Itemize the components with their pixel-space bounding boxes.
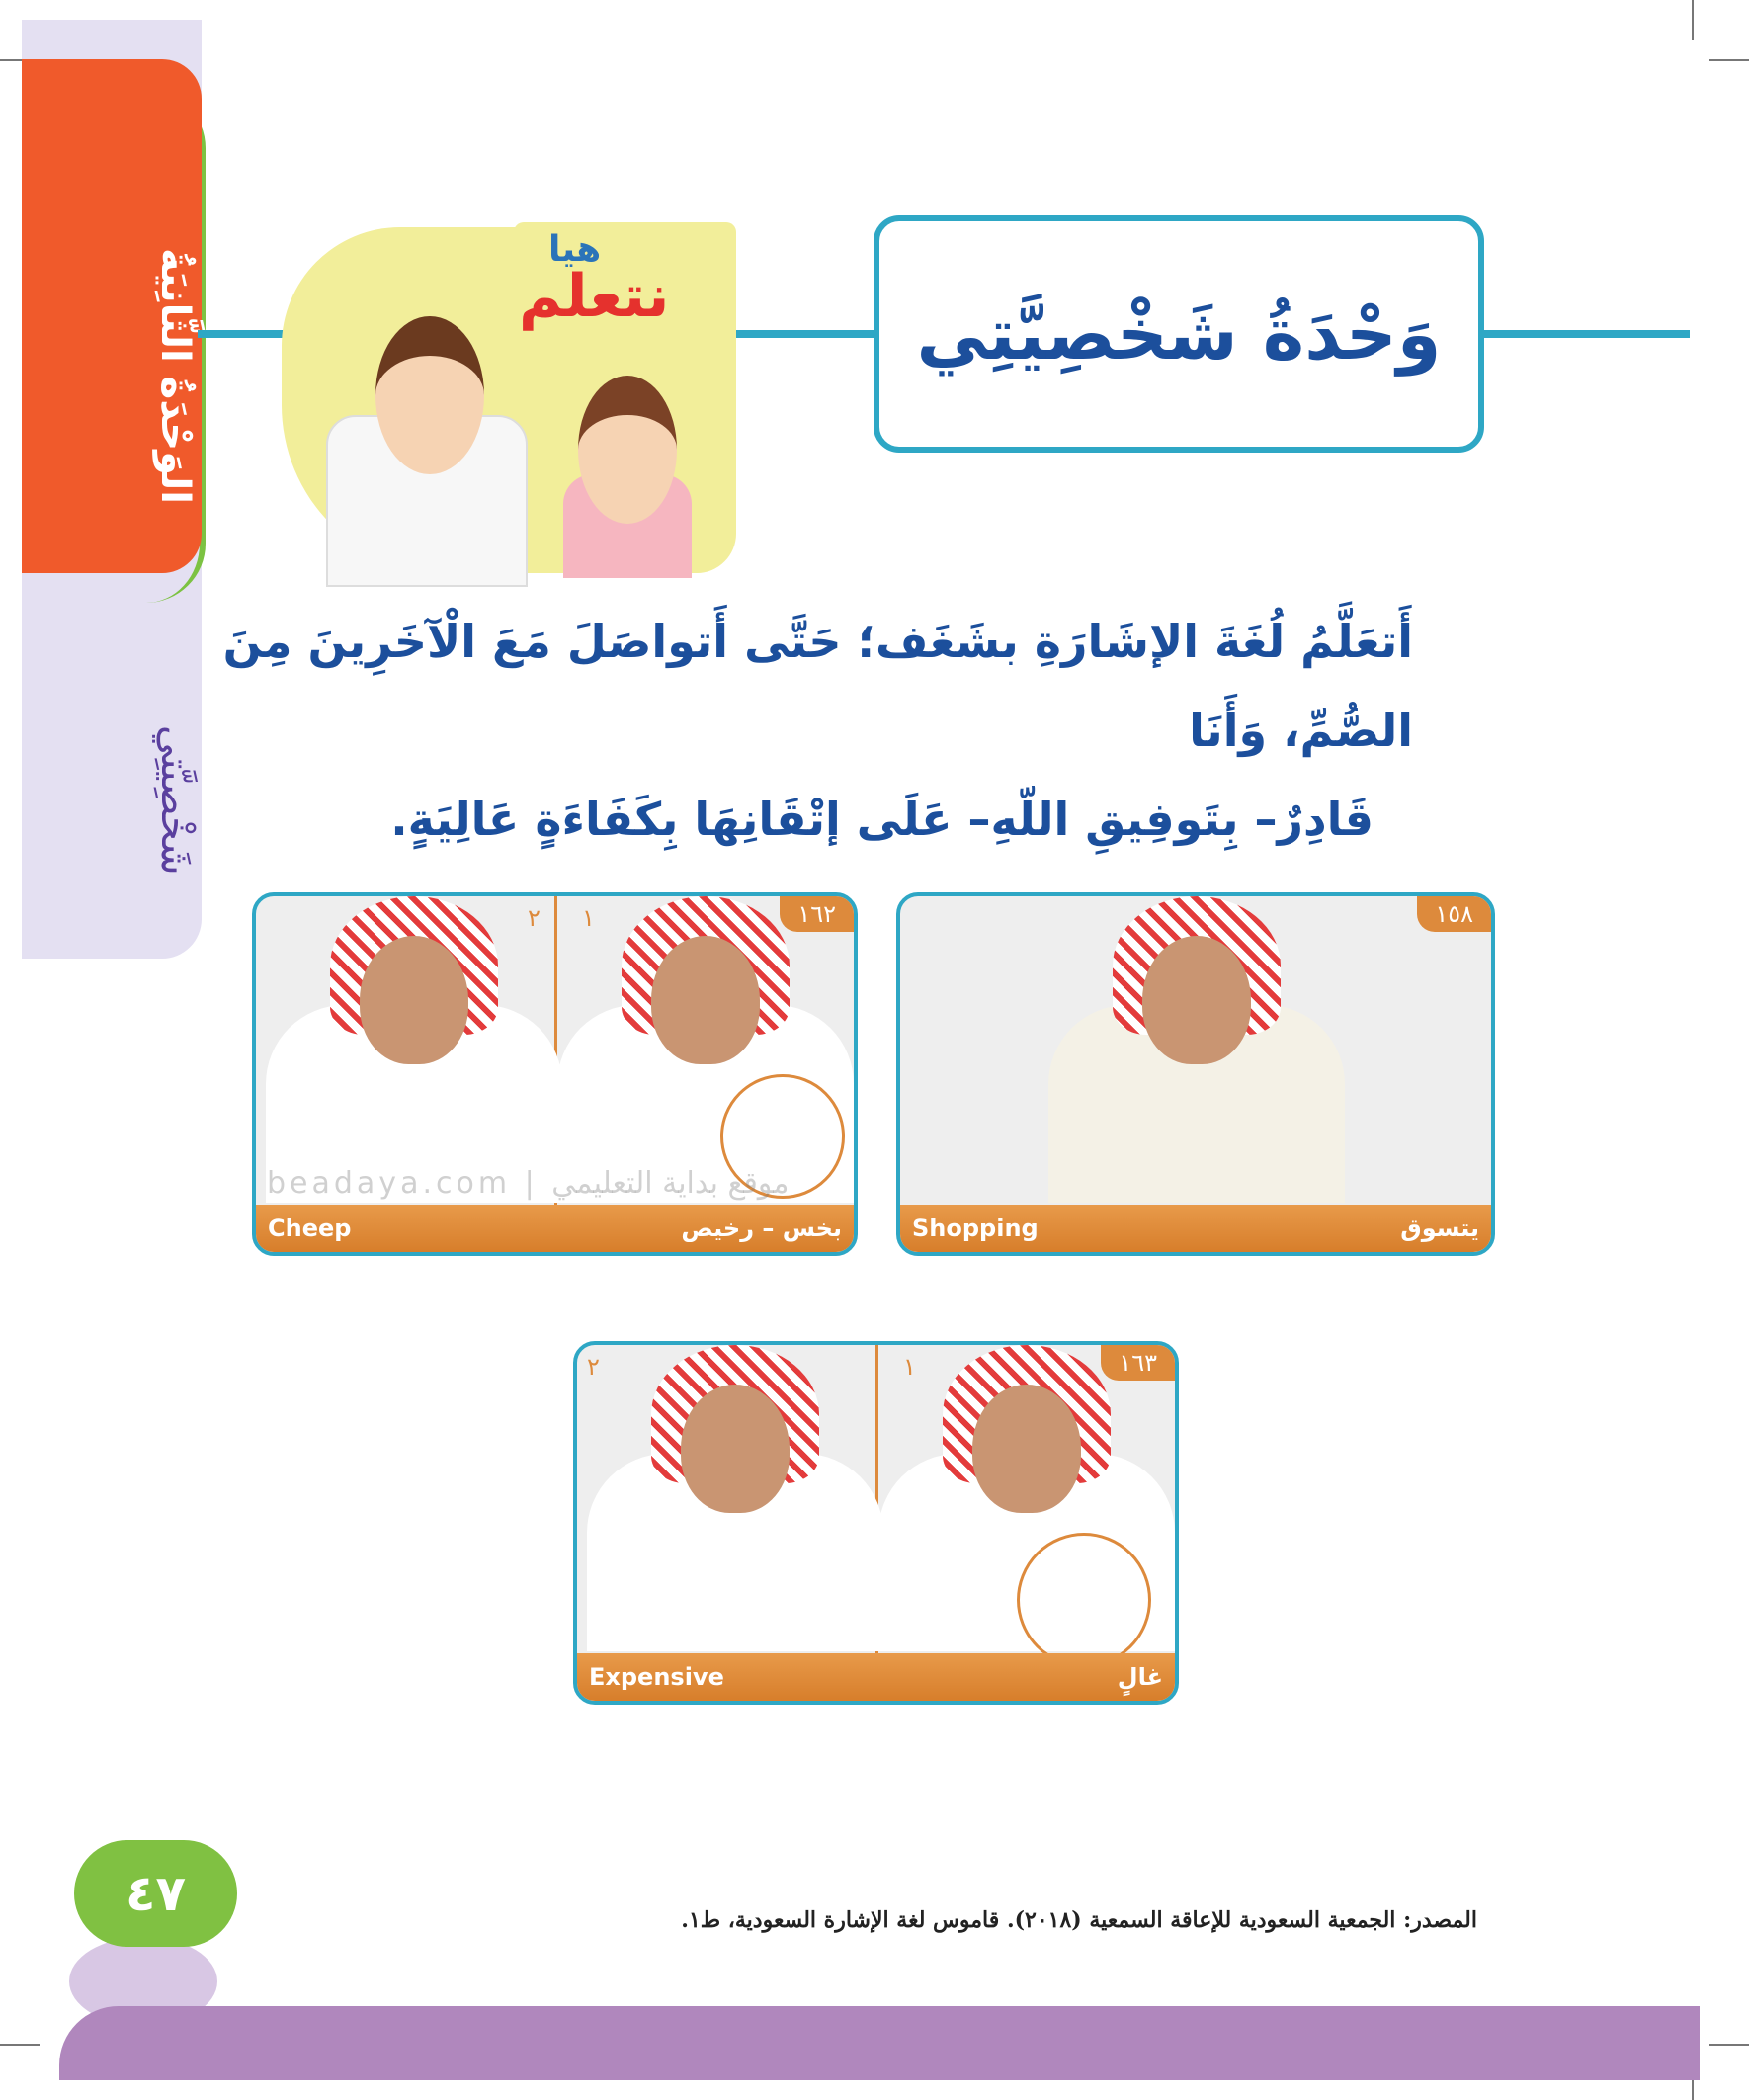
arabic-caption: بخس – رخيص bbox=[681, 1215, 842, 1242]
intro-line-2: قَادِرٌ– بِتَوفِيقِ اللّهِ– عَلَى إتْقَانِهَا بِكَفَاءَةٍ عَالِيَةٍ. bbox=[390, 793, 1374, 846]
crop-mark bbox=[1692, 0, 1694, 40]
step-number: ٢ bbox=[528, 904, 541, 932]
unit-name: شَخْصِيَّتِي bbox=[152, 725, 198, 876]
crop-mark bbox=[0, 2044, 40, 2046]
signer-face bbox=[681, 1385, 790, 1513]
signer-face bbox=[651, 936, 760, 1064]
card-caption bbox=[256, 1205, 854, 1252]
signer-face bbox=[972, 1385, 1081, 1513]
girl-head bbox=[578, 376, 677, 524]
sign-card-expensive bbox=[573, 1341, 1179, 1705]
arabic-caption: يتسوق bbox=[1400, 1215, 1479, 1242]
crop-mark bbox=[1709, 59, 1749, 61]
footer-band bbox=[59, 2006, 1700, 2080]
page-number: ٤٧ bbox=[74, 1840, 237, 1947]
watermark: beadaya.com | موقع بداية التعليمي bbox=[267, 1166, 790, 1201]
intro-line-1: أَتعَلَّمُ لُغَةَ الإشَارَةِ بشَغَف؛ حَتَّى أَتواصَلَ مَعَ الْآخَرِينَ مِنَ الصُّمِّ، وَأَنَا bbox=[222, 615, 1413, 757]
step-number: ١ bbox=[582, 904, 595, 932]
badge-top-text: هيا bbox=[548, 229, 602, 270]
sign-card-cheap bbox=[252, 892, 858, 1256]
signer-face bbox=[360, 936, 468, 1064]
hand-highlight-circle bbox=[1017, 1533, 1151, 1667]
english-caption: Shopping bbox=[912, 1215, 1039, 1242]
title-box bbox=[874, 215, 1484, 453]
card-number: ١٦٢ bbox=[780, 896, 854, 932]
badge-main-text: نتعلم bbox=[519, 262, 670, 331]
crop-mark bbox=[1709, 2044, 1749, 2046]
card-number: ١٦٣ bbox=[1101, 1345, 1175, 1381]
intro-paragraph bbox=[198, 597, 1413, 864]
boy-head bbox=[375, 316, 484, 474]
unit-label: الوَحْدَةُ الثَّانِيَةُ bbox=[152, 247, 198, 504]
card-caption bbox=[900, 1205, 1491, 1252]
step-number: ٢ bbox=[587, 1353, 600, 1381]
sign-card-shopping bbox=[896, 892, 1495, 1256]
english-caption: Expensive bbox=[589, 1663, 724, 1691]
source-citation: المصدر: الجمعية السعودية للإعاقة السمعية (٢٠١٨). قاموس لغة الإشارة السعودية، ط١. bbox=[681, 1907, 1477, 1933]
arabic-caption: غالٍ bbox=[1117, 1663, 1163, 1691]
signer-face bbox=[1142, 936, 1251, 1064]
page-title: وَحْدَةُ شَخْصِيَّتِي bbox=[916, 293, 1442, 376]
step-number: ١ bbox=[903, 1353, 916, 1381]
english-caption: Cheep bbox=[268, 1215, 352, 1242]
card-caption bbox=[577, 1653, 1175, 1701]
card-number: ١٥٨ bbox=[1417, 896, 1491, 932]
